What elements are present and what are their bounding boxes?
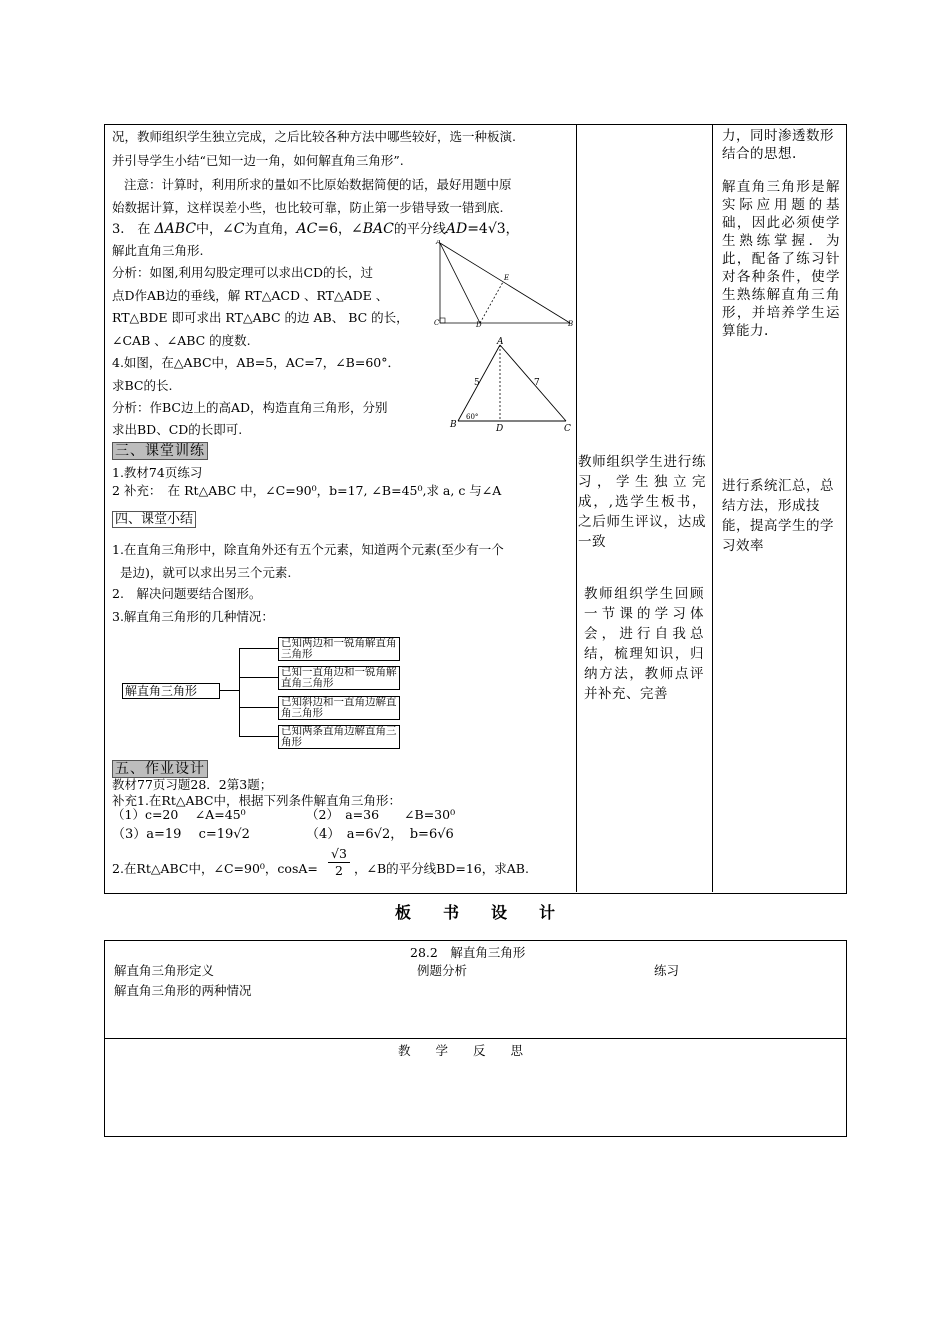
text-line: ∠CAB 、∠ABC 的度数.: [112, 333, 251, 348]
section-heading: 三、课堂训练: [112, 442, 208, 460]
text-line: 分析：如图,利用勾股定理可以求出CD的长，过: [112, 265, 374, 280]
angle-label: 60°: [466, 413, 479, 421]
text-line: 解此直角三角形.: [112, 243, 204, 258]
board-item: 例题分析: [417, 963, 468, 978]
side-label: 7: [534, 378, 540, 388]
column-divider-2: [712, 124, 713, 892]
text-line: 3.解直角三角形的几种情况：: [112, 609, 274, 624]
text-line: 并引导学生小结“已知一边一角，如何解直角三角形”.: [112, 153, 404, 168]
question-3: 3. 在 ΔABC中，∠C为直角，AC=6，∠BAC的平分线AD=4√3，: [112, 221, 519, 237]
tree-connector: [239, 648, 278, 649]
teacher-activity-2: 教师组织学生回顾一节课的学习体会，进行自我总结，梳理知识，归纳方法，教师点评并补充、完善: [584, 586, 704, 702]
tree-leaf: 已知一直角边和一锐角解直角三角形: [278, 666, 400, 690]
text-line: 求出BD、CD的长即可.: [112, 422, 243, 437]
text-line: 补充1.在Rt△ABC中，根据下列条件解直角三角形：: [112, 793, 401, 808]
label-a: A: [436, 240, 442, 246]
tree-leaf: 已知斜边和一直角边解直角三角形: [278, 696, 400, 720]
text-line: 2.在Rt△ABC中，∠C=90⁰，cosA=: [112, 861, 318, 876]
tree-connector: [239, 707, 278, 708]
text-line: 4.如图，在△ABC中，AB=5，AC=7，∠B=60°．: [112, 355, 400, 370]
text-line: 是边)，就可以求出另三个元素.: [120, 565, 292, 580]
tree-leaf: 已知两边和一锐角解直角三角形: [278, 637, 400, 661]
label-c: C: [564, 424, 571, 434]
label-a: A: [497, 337, 504, 347]
text-line: 1.教材74页练习: [112, 465, 203, 480]
board-item: 解直角三角形定义: [114, 963, 215, 978]
text-line: 求BC的长.: [112, 378, 173, 393]
text-line: 分析：作BC边上的高AD，构造直角三角形，分别: [112, 400, 388, 415]
tree-leaf: 已知两条直角边解直角三角形: [278, 725, 400, 749]
tree-connector: [239, 648, 240, 736]
reflection-heading: 教 学 反 思: [398, 1043, 524, 1058]
text-line: （3）a=19 c=19√2: [112, 827, 250, 842]
text-line: （4） a=6√2， b=6√6: [306, 827, 454, 842]
text-line: 1.在直角三角形中，除直角外还有五个元素，知道两个元素(至少有一个: [112, 542, 504, 557]
fraction-denominator: 2: [335, 863, 343, 878]
section-heading: 四、课堂小结: [112, 510, 196, 529]
fraction-numerator: √3: [328, 846, 350, 863]
text-line: 注意：计算时，利用所求的量如不比原始数据简便的话，最好用题中原: [124, 177, 512, 192]
text-line: RT△BDE 即可求出 RT△ABC 的边 AB、 BC 的长，: [112, 310, 409, 325]
label-d: D: [476, 321, 482, 329]
tree-connector: [239, 736, 278, 737]
design-intent-3: 进行系统汇总，总结方法，形成技能，提高学生的学习效率: [722, 478, 834, 554]
board-heading: 板 书 设 计: [394, 903, 555, 922]
board-title: 28.2 解直角三角形: [410, 945, 526, 960]
text-line: 教材77页习题28．2第3题；: [112, 777, 273, 792]
tree-connector: [239, 677, 278, 678]
figure-triangle-abc-bisector: [428, 240, 578, 330]
board-item: 练习: [654, 963, 680, 978]
label-d: D: [496, 424, 504, 434]
board-divider: [104, 1038, 846, 1039]
label-b: B: [568, 320, 574, 328]
side-label: 5: [474, 378, 480, 388]
teacher-activity-1: 教师组织学生进行练习，学生独立完成，,选学生板书，之后师生评议，达成一致: [578, 454, 706, 550]
text-line: 点D作AB边的垂线，解 RT△ACD 、RT△ADE 、: [112, 288, 389, 303]
design-intent-1: 力，同时渗透数形结合的思想.: [722, 128, 834, 162]
fraction: [328, 846, 350, 879]
text-line: 2 补充： 在 Rt△ABC 中，∠C=90⁰，b=17, ∠B=45⁰,求 a, c 与∠A: [112, 483, 502, 498]
label-b: B: [450, 420, 457, 430]
label-c: C: [434, 319, 440, 327]
figure-triangle-height: [448, 335, 578, 435]
board-item: 解直角三角形的两种情况: [114, 983, 252, 998]
text-line: ，∠B的平分线BD=16，求AB.: [354, 861, 529, 876]
text-line: 2. 解决问题要结合图形。: [112, 586, 262, 601]
label-e: E: [504, 274, 510, 282]
design-intent-2: 解直角三角形是解实际应用题的基础，因此必须使学生熟练掌握．为此，配备了练习针对各种条件，使学生熟练解直角三角形，并培养学生运算能力.: [722, 179, 840, 339]
text-line: （1）c=20 ∠A=45⁰: [112, 807, 246, 822]
text-line: （2） a=36 ∠B=30⁰: [306, 807, 456, 822]
text-line: 始数据计算，这样误差小些，也比较可靠，防止第一步错导致一错到底.: [112, 200, 504, 215]
tree-root: 解直角三角形: [122, 683, 220, 699]
text-line: 况，教师组织学生独立完成，之后比较各种方法中哪些较好，选一种板演.: [112, 129, 516, 144]
section-heading: 五、作业设计: [112, 760, 208, 778]
tree-connector: [219, 690, 239, 691]
